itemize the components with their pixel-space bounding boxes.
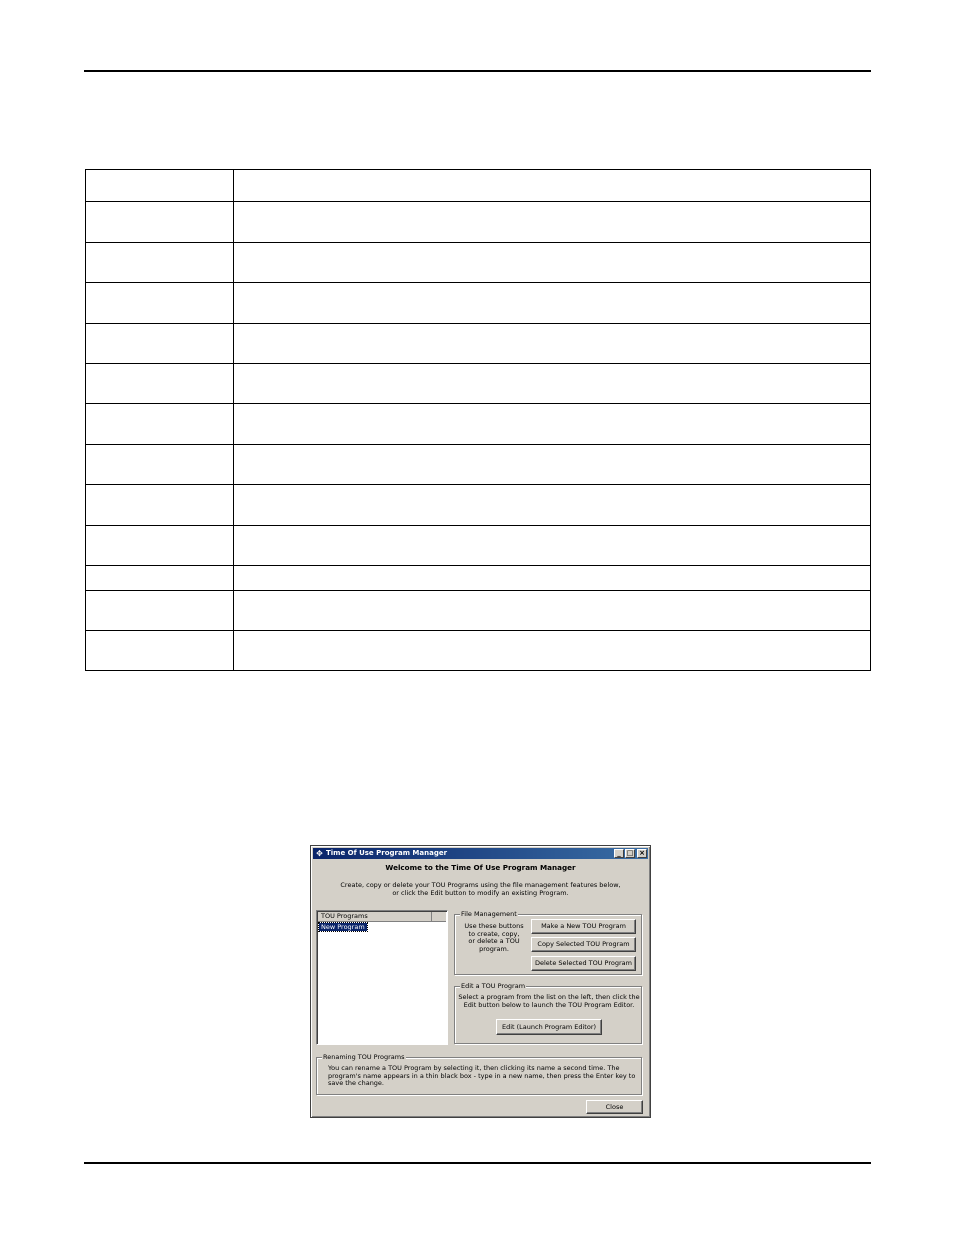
- table-row: [86, 202, 871, 243]
- document-table: [85, 169, 871, 671]
- help-line: Edit button below to launch the TOU Program Editor.: [463, 1000, 635, 1009]
- table-row: [86, 364, 871, 404]
- table-row: [86, 445, 871, 485]
- close-button[interactable]: Close: [586, 1100, 643, 1114]
- tou-programs-list[interactable]: [316, 910, 448, 1045]
- intro-text: [311, 881, 650, 897]
- header-rule: [84, 70, 871, 72]
- group-label: Edit a TOU Program: [461, 982, 526, 990]
- table-row: [86, 631, 871, 671]
- group-label: File Management: [461, 910, 517, 918]
- table-row: [86, 170, 871, 202]
- intro-line: Create, copy or delete your TOU Programs using the file management features below,: [340, 881, 621, 889]
- table-row: [86, 404, 871, 445]
- list-column-header[interactable]: TOU Programs: [318, 912, 432, 921]
- help-line: or delete a TOU: [468, 937, 520, 945]
- help-line: You can rename a TOU Program by selecting it, then clicking its name a second time. The: [328, 1064, 620, 1072]
- file-management-group: [454, 910, 642, 975]
- minimize-button[interactable]: _: [614, 849, 624, 858]
- window-title: Time Of Use Program Manager: [326, 849, 448, 857]
- close-window-button[interactable]: ×: [637, 849, 647, 858]
- help-line: program.: [479, 944, 509, 953]
- app-icon: ✥: [316, 849, 323, 858]
- edit-program-group: [454, 982, 642, 1044]
- delete-program-button[interactable]: Delete Selected TOU Program: [531, 956, 636, 971]
- table-row: [86, 591, 871, 631]
- list-header: [318, 912, 446, 922]
- file-management-help: [464, 923, 524, 953]
- edit-launch-editor-button[interactable]: Edit (Launch Program Editor): [496, 1019, 602, 1035]
- help-line: to create, copy,: [468, 929, 520, 938]
- welcome-heading: Welcome to the Time Of Use Program Manager: [385, 863, 576, 872]
- help-line: save the change.: [328, 1079, 385, 1087]
- table-row: [86, 324, 871, 364]
- make-new-program-button[interactable]: Make a New TOU Program: [531, 919, 636, 934]
- footer-rule: [84, 1162, 871, 1164]
- table-row: [86, 283, 871, 324]
- table-row: [86, 243, 871, 283]
- list-item[interactable]: New Program: [321, 923, 365, 931]
- help-line: Use these buttons: [464, 922, 524, 930]
- group-label: Renaming TOU Programs: [323, 1053, 405, 1061]
- edit-help: [457, 994, 641, 1009]
- help-line: program's name appears in a thin black box - type in a new name, then press the Enter key to: [328, 1071, 636, 1080]
- table-row: [86, 566, 871, 591]
- renaming-group: [316, 1053, 642, 1095]
- tou-program-manager-window: [310, 845, 651, 1118]
- maximize-button[interactable]: □: [626, 849, 634, 857]
- table-row: [86, 485, 871, 526]
- renaming-help: [328, 1065, 640, 1088]
- table-row: [86, 526, 871, 566]
- title-bar: [313, 848, 648, 859]
- intro-line: or click the Edit button to modify an existing Program.: [392, 889, 569, 897]
- help-line: Select a program from the list on the left, then click the: [458, 993, 640, 1001]
- copy-program-button[interactable]: Copy Selected TOU Program: [531, 937, 636, 952]
